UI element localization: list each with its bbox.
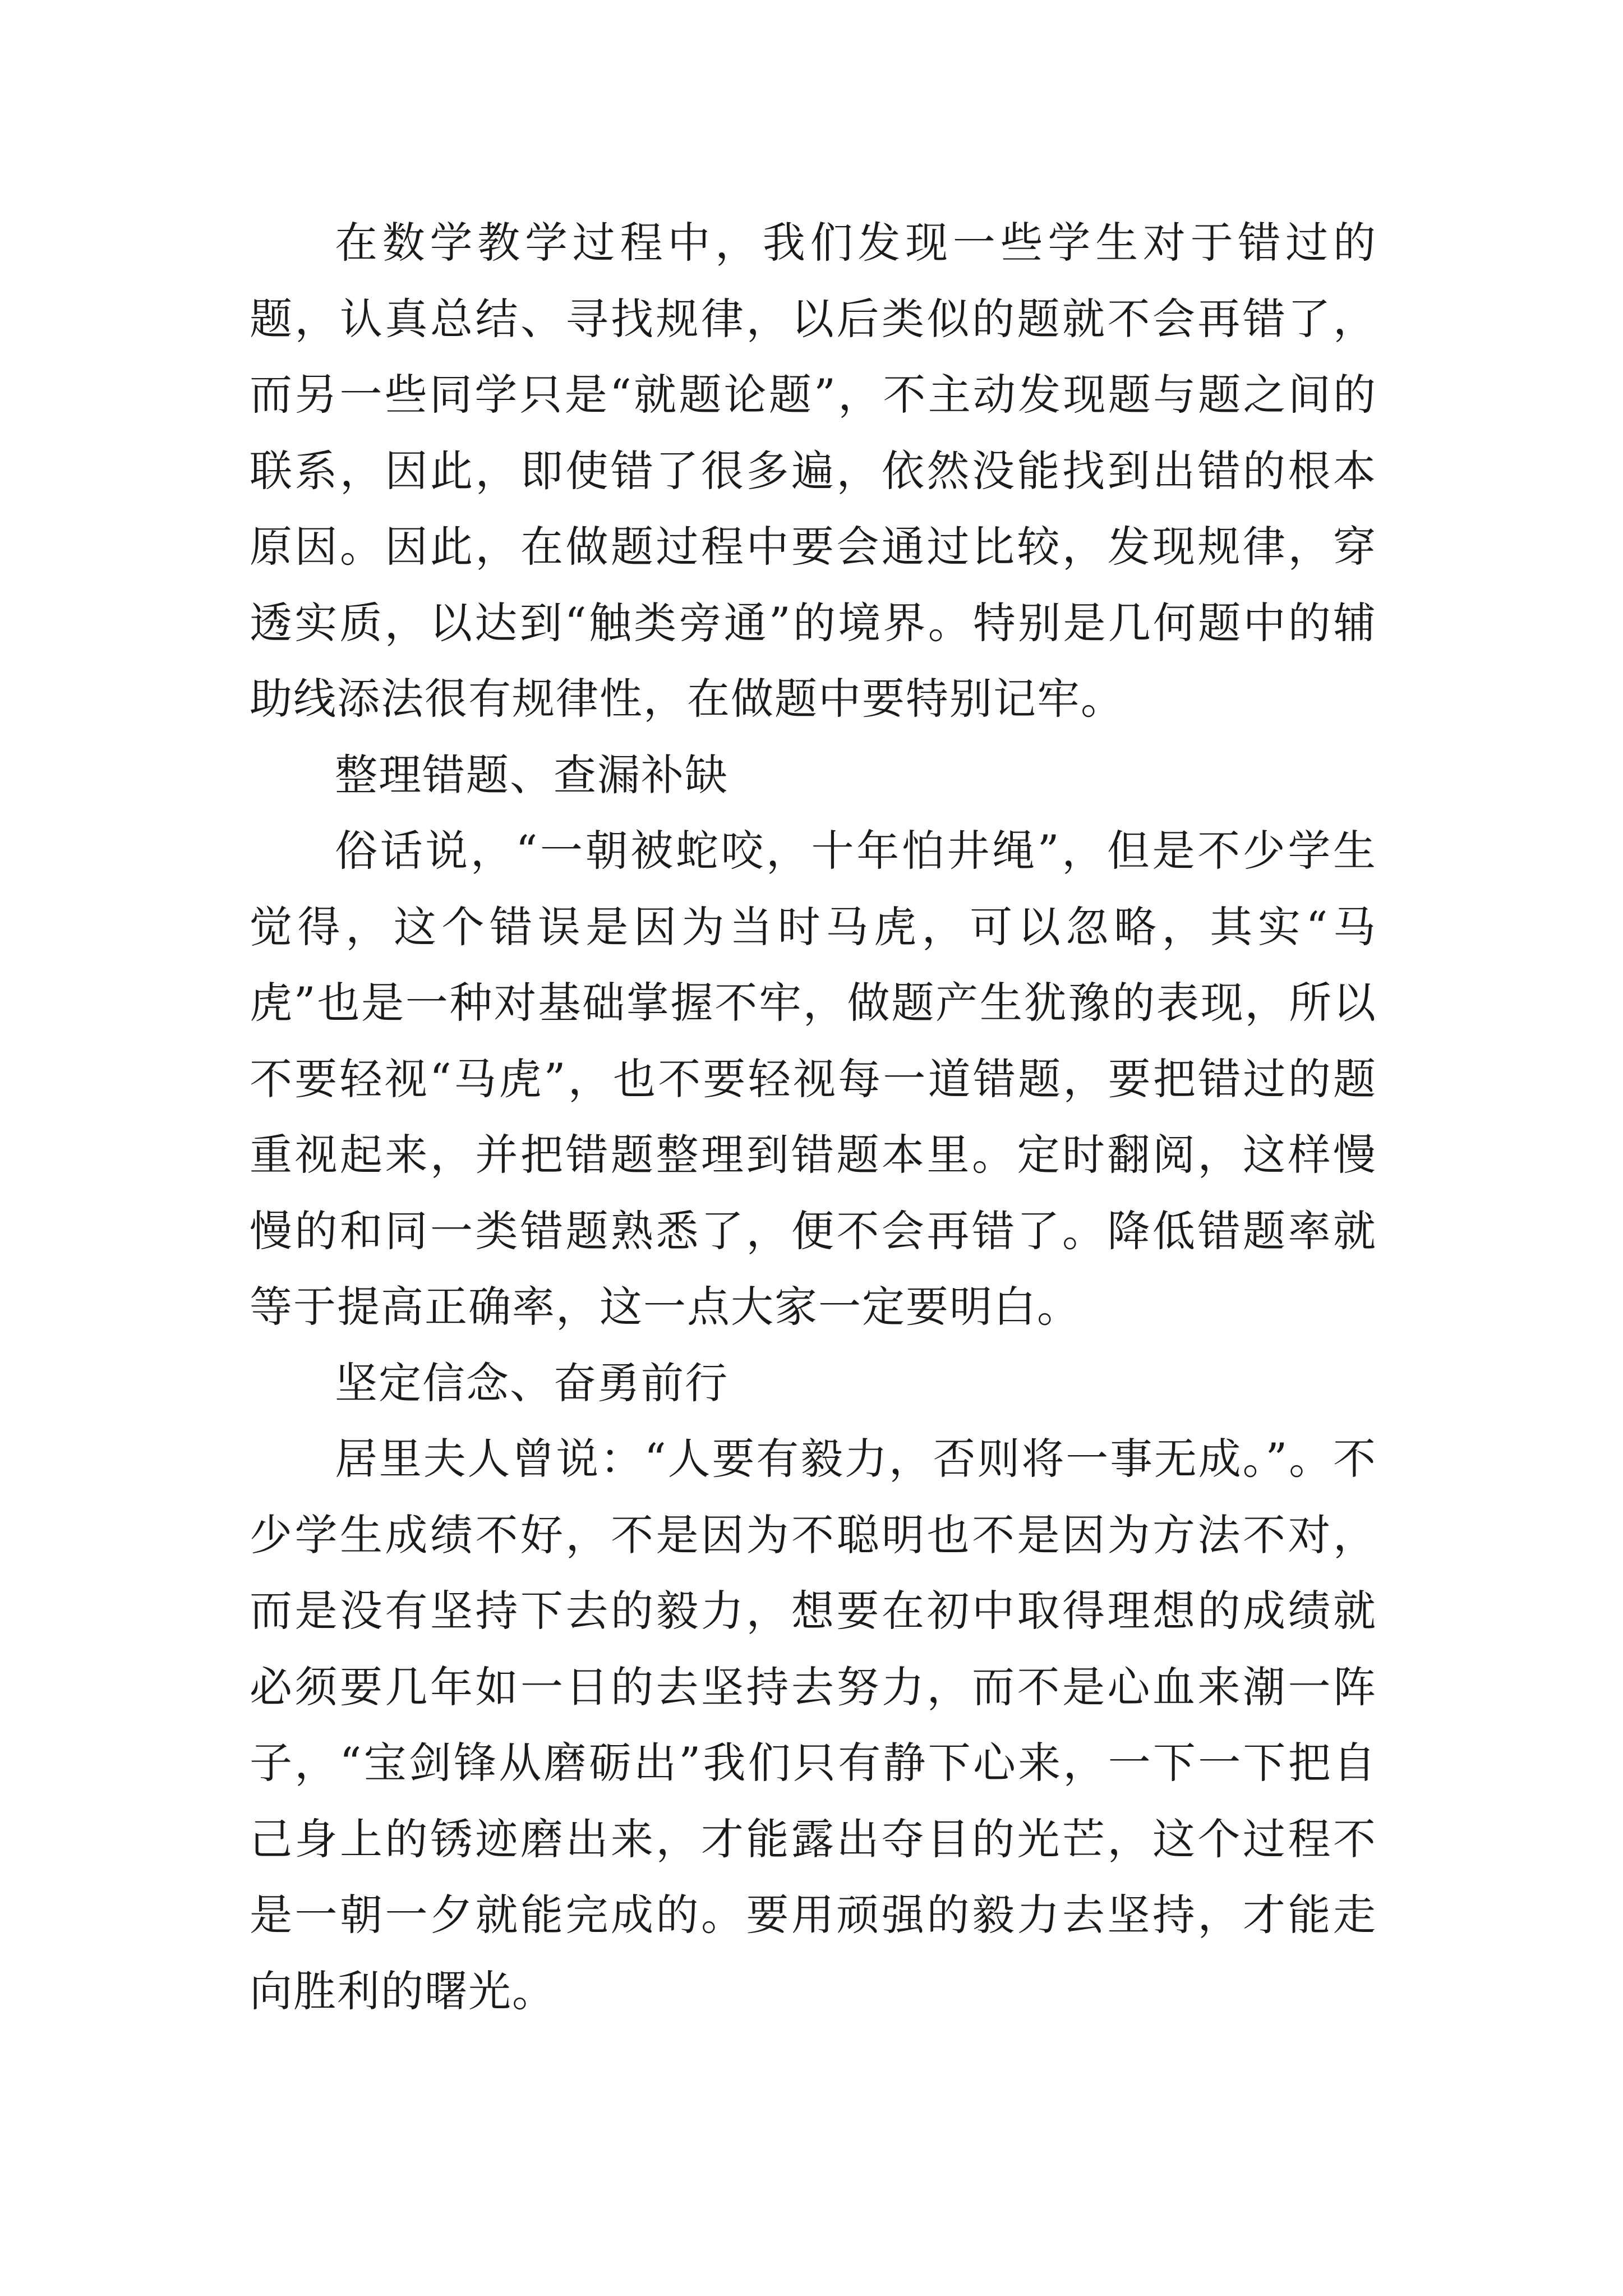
section-heading-perseverance: 坚定信念、奋勇前行 [335, 1358, 728, 1408]
document-body [250, 205, 1377, 2029]
paragraph-error-notebook: 俗话说，“一朝被蛇咬，十年怕井绳”，但是不少学生觉得，这个错误是因为当时马虎，可以忽略，其实“马虎”也是一种对基础掌握不牢，做题产生犹豫的表现，所以不要轻视“马虎”，也不要轻视每一道错题，要把错过的题重视起来，并把错题整理到错题本里。定时翻阅，这样慢慢的和同一类错题熟悉了，便不会再错了。降低错题率就等于提高正确率，这一点大家一定要明白。 [250, 826, 1377, 1332]
section-heading-organize-errors: 整理错题、查漏补缺 [335, 749, 728, 800]
paragraph-learning-from-mistakes: 在数学教学过程中，我们发现一些学生对于错过的题，认真总结、寻找规律，以后类似的题就不会再错了，而另一些同学只是“就题论题”，不主动发现题与题之间的联系，因此，即使错了很多遍，依然没能找到出错的根本原因。因此，在做题过程中要会通过比较，发现规律，穿透实质，以达到“触类旁通”的境界。特别是几何题中的辅助线添法很有规律性，在做题中要特别记牢。 [250, 218, 1377, 724]
paragraph-perseverance: 居里夫人曾说：“人要有毅力，否则将一事无成。”。不少学生成绩不好，不是因为不聪明也不是因为方法不对，而是没有坚持下去的毅力，想要在初中取得理想的成绩就必须要几年如一日的去坚持去努力，而不是心血来潮一阵子，“宝剑锋从磨砺出”我们只有静下心来，一下一下把自己身上的锈迹磨出来，才能露出夺目的光芒，这个过程不是一朝一夕就能完成的。要用顽强的毅力去坚持，才能走向胜利的曙光。 [250, 1434, 1377, 2016]
